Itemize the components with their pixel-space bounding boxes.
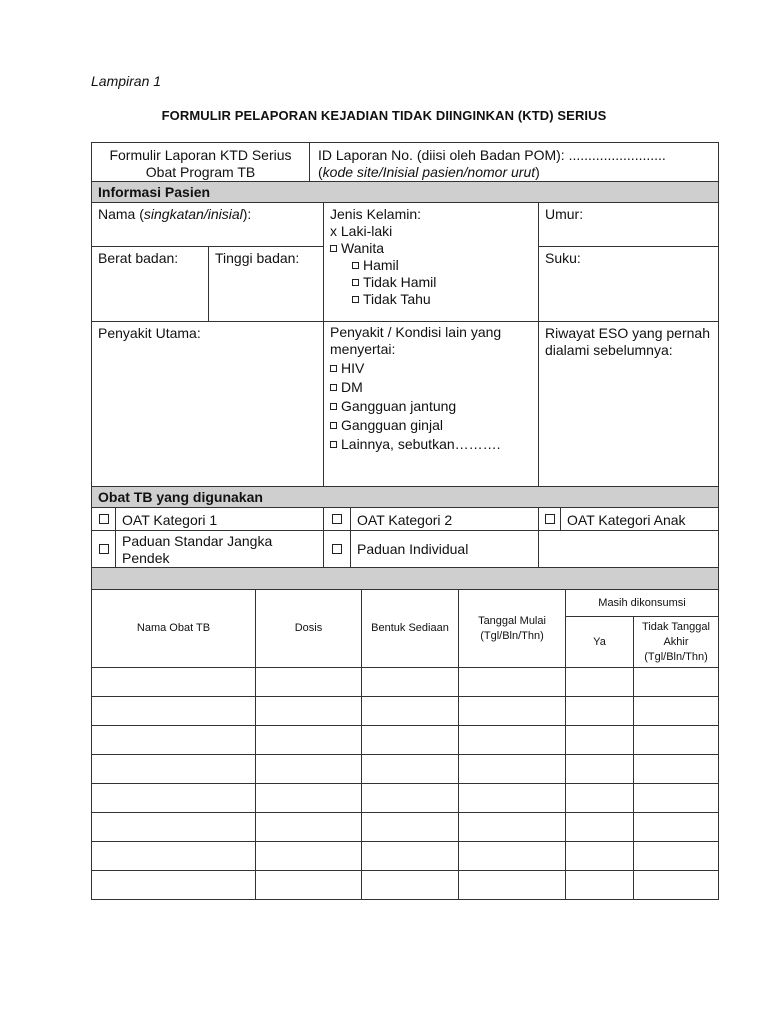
checkbox-icon[interactable]: [330, 441, 337, 448]
cell-start-date[interactable]: [458, 667, 566, 697]
cell-yes[interactable]: [565, 870, 634, 900]
report-id-label: ID Laporan No. (diisi oleh Badan POM): .........................: [318, 147, 666, 163]
col-dosage-form: Bentuk Sediaan: [361, 589, 459, 668]
checkbox-icon[interactable]: [332, 544, 342, 554]
category2-checkbox-cell[interactable]: [323, 507, 351, 531]
weight-field[interactable]: Berat badan:: [91, 246, 209, 322]
cell-dose[interactable]: [255, 667, 362, 697]
checkbox-icon[interactable]: [352, 279, 359, 286]
checkbox-icon[interactable]: [330, 403, 337, 410]
col-drug-name: Nama Obat TB: [91, 589, 256, 668]
cell-end-date[interactable]: [633, 870, 719, 900]
cell-yes[interactable]: [565, 725, 634, 755]
section-patient-info: Informasi Pasien: [91, 181, 719, 203]
cell-dose[interactable]: [255, 870, 362, 900]
checkbox-icon[interactable]: [352, 296, 359, 303]
cell-start-date[interactable]: [458, 725, 566, 755]
category-child-checkbox-cell[interactable]: [538, 507, 561, 531]
comorbidity-option-kidney[interactable]: Gangguan ginjal: [330, 416, 532, 435]
cell-start-date[interactable]: [458, 696, 566, 726]
short-regimen-checkbox-cell[interactable]: [91, 530, 116, 568]
form-name-line2: Obat Program TB: [145, 164, 256, 180]
gender-field[interactable]: [323, 202, 539, 322]
cell-yes[interactable]: [565, 754, 634, 784]
checkbox-icon[interactable]: [352, 262, 359, 269]
comorbidity-option-hiv[interactable]: HIV: [330, 359, 532, 378]
cell-dose[interactable]: [255, 696, 362, 726]
col-no-end-date: Tidak Tanggal Akhir (Tgl/Bln/Thn): [633, 616, 719, 668]
comorbidity-option-dm[interactable]: DM: [330, 378, 532, 397]
cell-end-date[interactable]: [633, 667, 719, 697]
category1-label: OAT Kategori 1: [115, 507, 324, 531]
cell-drug-name[interactable]: [91, 696, 256, 726]
col-still-consumed: Masih dikonsumsi: [565, 589, 719, 617]
comorbidity-option-heart[interactable]: Gangguan jantung: [330, 397, 532, 416]
cell-dosage-form[interactable]: [361, 725, 459, 755]
cell-dosage-form[interactable]: [361, 812, 459, 842]
cell-dose[interactable]: [255, 783, 362, 813]
cell-drug-name[interactable]: [91, 812, 256, 842]
cell-end-date[interactable]: [633, 812, 719, 842]
cell-end-date[interactable]: [633, 696, 719, 726]
cell-drug-name[interactable]: [91, 667, 256, 697]
short-regimen-label: Paduan Standar Jangka Pendek: [115, 530, 324, 568]
checkbox-icon[interactable]: [332, 514, 342, 524]
cell-dosage-form[interactable]: [361, 667, 459, 697]
option-pregnant[interactable]: Hamil: [330, 257, 532, 274]
checkbox-icon[interactable]: [330, 422, 337, 429]
cell-drug-name[interactable]: [91, 870, 256, 900]
individual-regimen-label: Paduan Individual: [350, 530, 539, 568]
cell-dosage-form[interactable]: [361, 841, 459, 871]
checkbox-icon[interactable]: [330, 384, 337, 391]
height-field[interactable]: Tinggi badan:: [208, 246, 324, 322]
category-child-label: OAT Kategori Anak: [560, 507, 719, 531]
cell-end-date[interactable]: [633, 841, 719, 871]
gender-label: Jenis Kelamin:: [330, 206, 422, 222]
cell-end-date[interactable]: [633, 783, 719, 813]
section-divider: [91, 567, 719, 590]
cell-start-date[interactable]: [458, 812, 566, 842]
empty-cell: [538, 530, 719, 568]
comorbidity-label: Penyakit / Kondisi lain yang menyertai:: [330, 324, 502, 357]
cell-yes[interactable]: [565, 667, 634, 697]
option-male[interactable]: x Laki-laki: [330, 223, 393, 239]
form-name-line1: Formulir Laporan KTD Serius: [109, 147, 292, 163]
cell-drug-name[interactable]: [91, 841, 256, 871]
cell-yes[interactable]: [565, 783, 634, 813]
option-unknown[interactable]: Tidak Tahu: [330, 291, 532, 308]
cell-yes[interactable]: [565, 812, 634, 842]
cell-dosage-form[interactable]: [361, 783, 459, 813]
cell-start-date[interactable]: [458, 870, 566, 900]
age-field[interactable]: Umur:: [538, 202, 719, 247]
report-id-cell[interactable]: [309, 142, 719, 182]
cell-drug-name[interactable]: [91, 754, 256, 784]
comorbidity-option-other[interactable]: Lainnya, sebutkan……….: [330, 435, 532, 454]
checkbox-icon[interactable]: [99, 544, 109, 554]
cell-start-date[interactable]: [458, 841, 566, 871]
cell-drug-name[interactable]: [91, 783, 256, 813]
ethnicity-field[interactable]: Suku:: [538, 246, 719, 322]
option-female[interactable]: Wanita: [330, 240, 532, 257]
category2-label: OAT Kategori 2: [350, 507, 539, 531]
checkbox-icon[interactable]: [99, 514, 109, 524]
adr-history-field[interactable]: Riwayat ESO yang pernah dialami sebelumnya:: [538, 321, 719, 487]
main-disease-field[interactable]: Penyakit Utama:: [91, 321, 324, 487]
cell-dose[interactable]: [255, 812, 362, 842]
checkbox-icon[interactable]: [545, 514, 555, 524]
attachment-label: Lampiran 1: [91, 73, 162, 89]
cell-yes[interactable]: [565, 696, 634, 726]
cell-dosage-form[interactable]: [361, 696, 459, 726]
section-tb-drugs: Obat TB yang digunakan: [91, 486, 719, 508]
category1-checkbox-cell[interactable]: [91, 507, 116, 531]
col-dose: Dosis: [255, 589, 362, 668]
cell-start-date[interactable]: [458, 754, 566, 784]
cell-dose[interactable]: [255, 841, 362, 871]
name-field[interactable]: Nama (singkatan/inisial):: [91, 202, 324, 247]
cell-dosage-form[interactable]: [361, 870, 459, 900]
checkbox-icon[interactable]: [330, 245, 337, 252]
report-id-note: (kode site/Inisial pasien/nomor urut): [318, 164, 540, 180]
form-name-cell: [91, 142, 310, 182]
form-title: FORMULIR PELAPORAN KEJADIAN TIDAK DIINGINKAN (KTD) SERIUS: [161, 108, 607, 123]
cell-dose[interactable]: [255, 725, 362, 755]
cell-dosage-form[interactable]: [361, 754, 459, 784]
cell-end-date[interactable]: [633, 754, 719, 784]
col-start-date: Tanggal Mulai (Tgl/Bln/Thn): [458, 589, 566, 668]
cell-end-date[interactable]: [633, 725, 719, 755]
col-yes: Ya: [565, 616, 634, 668]
cell-start-date[interactable]: [458, 783, 566, 813]
option-not-pregnant[interactable]: Tidak Hamil: [330, 274, 532, 291]
individual-regimen-checkbox-cell[interactable]: [323, 530, 351, 568]
cell-yes[interactable]: [565, 841, 634, 871]
cell-drug-name[interactable]: [91, 725, 256, 755]
checkbox-icon[interactable]: [330, 365, 337, 372]
comorbidity-field[interactable]: [323, 321, 539, 487]
cell-dose[interactable]: [255, 754, 362, 784]
